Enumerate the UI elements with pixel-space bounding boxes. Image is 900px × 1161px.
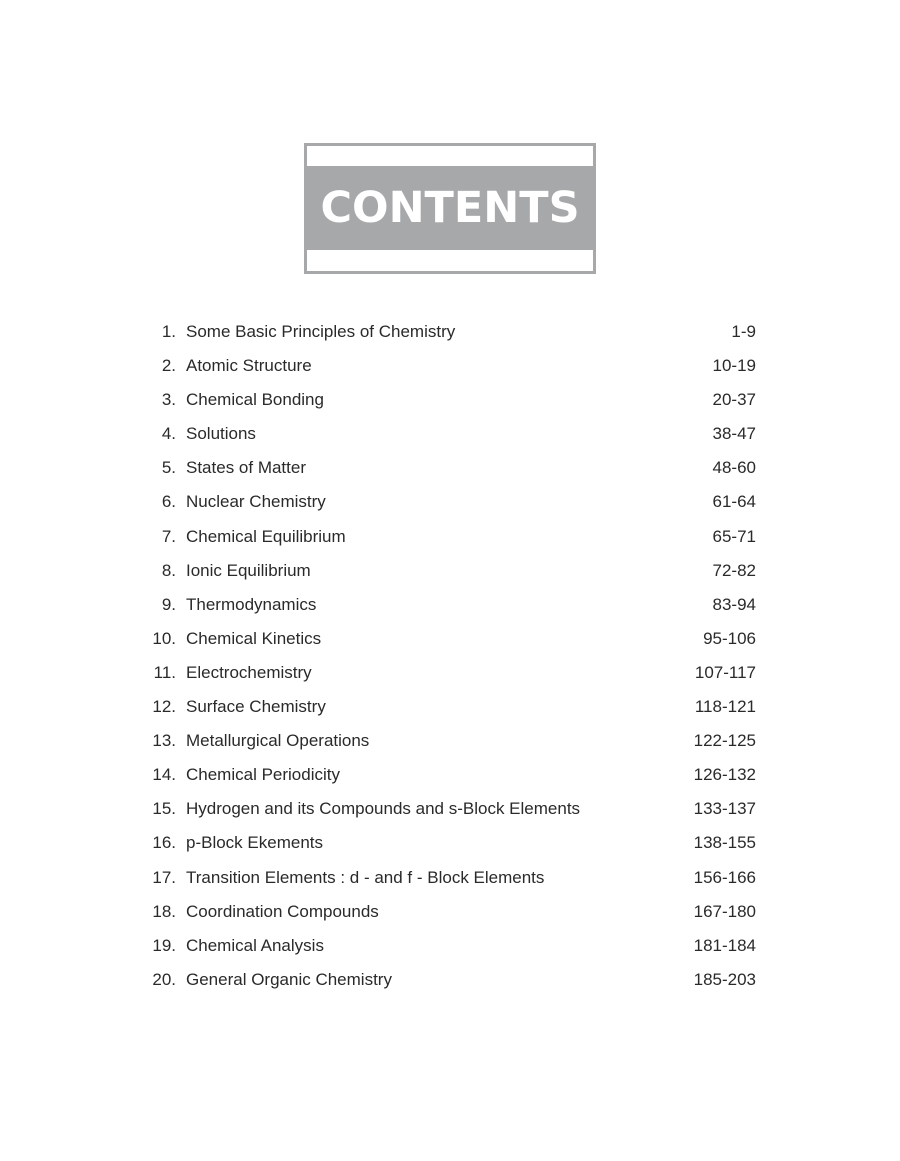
toc-entry-number: 15.: [152, 799, 176, 819]
toc-entry-number: 3.: [161, 390, 176, 410]
toc-entry-number: 7.: [161, 526, 176, 546]
toc-entry-pages: 48-60: [712, 458, 756, 478]
toc-entry-pages: 133-137: [693, 799, 756, 819]
toc-entry-title: Electrochemistry: [186, 662, 312, 682]
contents-heading: CONTENTS: [320, 182, 580, 233]
toc-entry-number: 6.: [161, 492, 176, 512]
toc-entry-pages: 122-125: [693, 731, 756, 751]
toc-entry: [140, 451, 760, 485]
toc-entry-number: 1.: [161, 322, 176, 341]
toc-entry: [140, 622, 760, 656]
toc-entry-pages: 167-180: [693, 901, 756, 921]
toc-entry-number: 13.: [152, 731, 176, 751]
toc-entry-title: States of Matter: [186, 458, 306, 478]
toc-entry-number: 10.: [152, 628, 176, 648]
toc-entry-title: Thermodynamics: [186, 594, 317, 614]
toc-entry-title: Chemical Periodicity: [186, 765, 340, 785]
toc-entry-pages: 107-117: [694, 662, 756, 682]
toc-entry-pages: 156-166: [693, 867, 756, 887]
contents-heading-band: [307, 166, 593, 250]
toc-entry-pages: 181-184: [693, 935, 756, 955]
toc-entry: [140, 724, 760, 758]
toc-entry: [140, 417, 760, 451]
toc-entry: [140, 861, 760, 895]
toc-entry: [140, 792, 760, 826]
toc-entry-pages: 126-132: [693, 765, 756, 785]
toc-entry: [140, 826, 760, 860]
toc-entry-number: 2.: [161, 356, 176, 376]
toc-entry: [140, 929, 760, 963]
toc-entry-pages: 138-155: [693, 833, 756, 853]
toc-entry: [140, 758, 760, 792]
toc-entry: [140, 895, 760, 929]
toc-entry: [140, 963, 760, 997]
toc-entry-title: Transition Elements : d - and f - Block Elements: [186, 867, 545, 887]
toc-entry-number: 14.: [152, 765, 176, 785]
toc-entry: [140, 690, 760, 724]
toc-entry-number: 18.: [152, 901, 176, 921]
toc-entry: [140, 520, 760, 554]
toc-entry-pages: 72-82: [712, 560, 756, 580]
toc-entry-pages: 83-94: [712, 594, 756, 614]
toc-entry-pages: 95-106: [703, 628, 756, 648]
toc-entry-pages: 1-9: [731, 322, 756, 341]
toc-entry-pages: 10-19: [712, 356, 756, 376]
contents-heading-box: [304, 143, 596, 274]
toc-entry-pages: 61-64: [712, 492, 756, 512]
toc-entry-pages: 185-203: [693, 969, 756, 989]
toc-entry-title: Some Basic Principles of Chemistry: [186, 322, 456, 341]
toc-entry-title: Atomic Structure: [186, 356, 312, 376]
toc-entry-pages: 20-37: [712, 390, 756, 410]
toc-entry-pages: 65-71: [712, 526, 756, 546]
toc-entry-number: 9.: [161, 594, 176, 614]
toc-entry-number: 20.: [152, 969, 176, 989]
toc-entry-number: 16.: [152, 833, 176, 853]
toc-entry-number: 12.: [152, 697, 176, 717]
toc-entry-title: Hydrogen and its Compounds and s-Block Elements: [186, 799, 581, 819]
toc-entry-title: Nuclear Chemistry: [186, 492, 326, 512]
toc-entry-title: Chemical Kinetics: [186, 628, 322, 648]
toc-entry-title: Solutions: [186, 424, 256, 444]
toc-entry-number: 4.: [161, 424, 176, 444]
toc-entry-number: 8.: [161, 560, 176, 580]
toc-entry-number: 5.: [161, 458, 176, 478]
toc-entry: [140, 485, 760, 519]
toc-entry-title: Chemical Bonding: [186, 390, 324, 410]
toc-entry-title: Chemical Equilibrium: [186, 526, 346, 546]
toc-entry-pages: 118-121: [694, 697, 756, 717]
toc-entry-title: General Organic Chemistry: [186, 969, 392, 989]
toc-entry-pages: 38-47: [712, 424, 756, 444]
toc-entry: [140, 554, 760, 588]
toc-entry-title: Metallurgical Operations: [186, 731, 370, 751]
toc-entry: [140, 349, 760, 383]
toc-entry: [140, 656, 760, 690]
toc-entry-title: Chemical Analysis: [186, 935, 324, 955]
toc-entry-title: Coordination Compounds: [186, 901, 379, 921]
toc-entry-number: 11.: [153, 662, 176, 682]
toc-entry: [140, 315, 760, 349]
toc-entry-number: 17.: [152, 867, 176, 887]
toc-entry: [140, 588, 760, 622]
toc-entry-title: p-Block Ekements: [186, 833, 323, 853]
toc-entry: [140, 383, 760, 417]
toc-entry-title: Ionic Equilibrium: [186, 560, 311, 580]
table-of-contents: [140, 315, 760, 997]
toc-entry-title: Surface Chemistry: [186, 697, 326, 717]
toc-entry-number: 19.: [152, 935, 176, 955]
